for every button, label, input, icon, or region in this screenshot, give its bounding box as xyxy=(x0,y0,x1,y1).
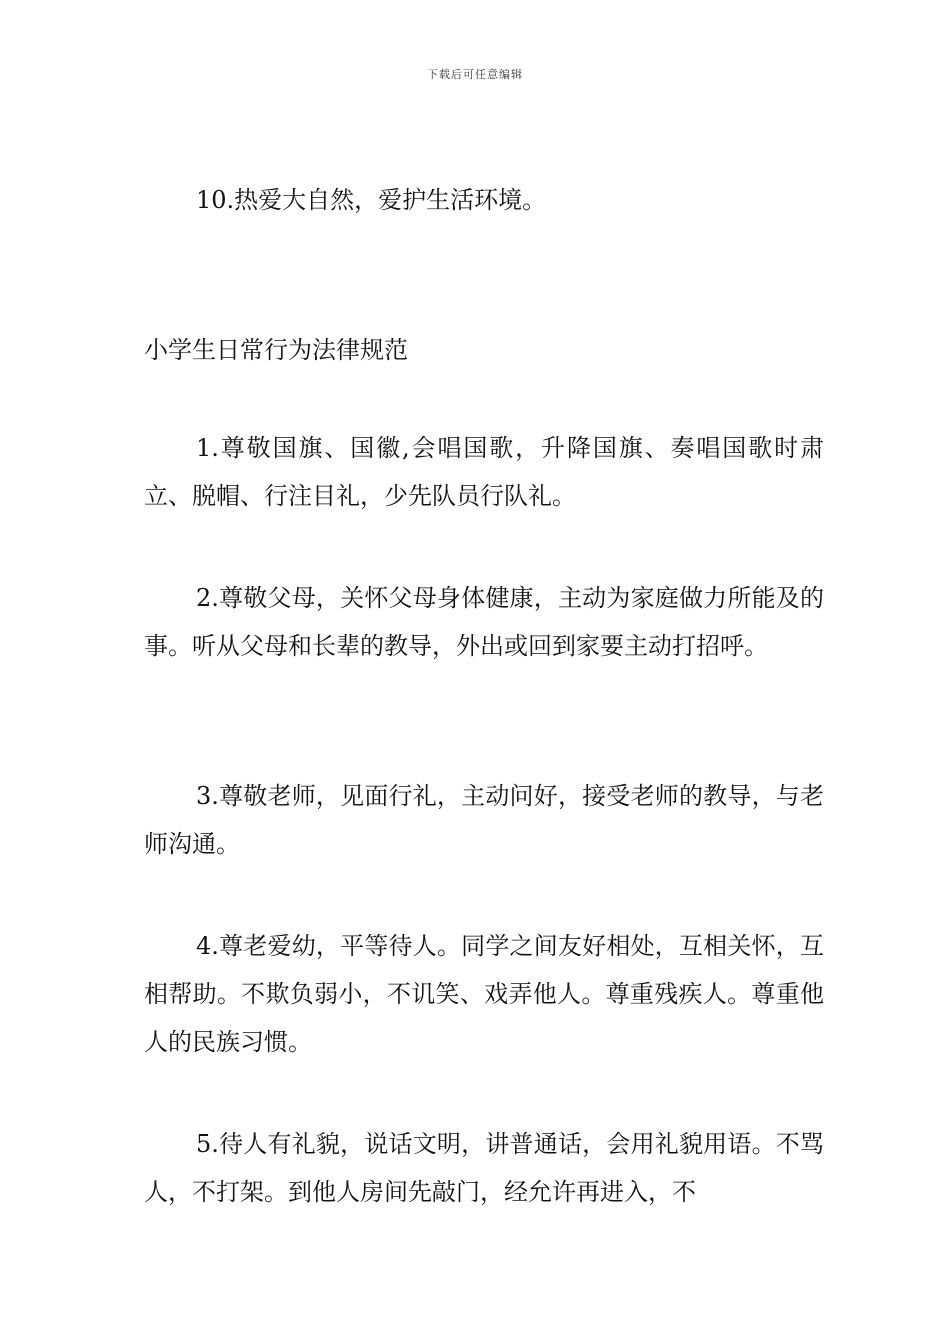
section-title: 小学生日常行为法律规范 xyxy=(144,336,408,364)
item-10 xyxy=(144,176,824,224)
item-2 xyxy=(144,574,824,670)
item-3 xyxy=(144,772,824,868)
item-2-text: 2.尊敬父母，关怀父母身体健康，主动为家庭做力所能及的事。听从父母和长辈的教导，外出或回到家要主动打招呼。 xyxy=(144,584,824,660)
item-1-text: 1.尊敬国旗、国徽,会唱国歌，升降国旗、奏唱国歌时肃立、脱帽、行注目礼，少先队员行队礼。 xyxy=(144,434,824,510)
page-header: 下载后可任意编辑 xyxy=(427,68,523,81)
item-4 xyxy=(144,922,824,1066)
item-1 xyxy=(144,424,824,520)
item-3-text: 3.尊敬老师，见面行礼，主动问好，接受老师的教导，与老师沟通。 xyxy=(144,782,824,858)
item-10-text: 10.热爱大自然，爱护生活环境。 xyxy=(196,186,547,214)
item-5 xyxy=(144,1120,824,1216)
item-5-text: 5.待人有礼貌，说话文明，讲普通话，会用礼貌用语。不骂人，不打架。到他人房间先敲门，经允许再进入，不 xyxy=(144,1130,824,1206)
item-4-text: 4.尊老爱幼，平等待人。同学之间友好相处，互相关怀，互相帮助。不欺负弱小，不讥笑、戏弄他人。尊重残疾人。尊重他人的民族习惯。 xyxy=(144,932,824,1056)
